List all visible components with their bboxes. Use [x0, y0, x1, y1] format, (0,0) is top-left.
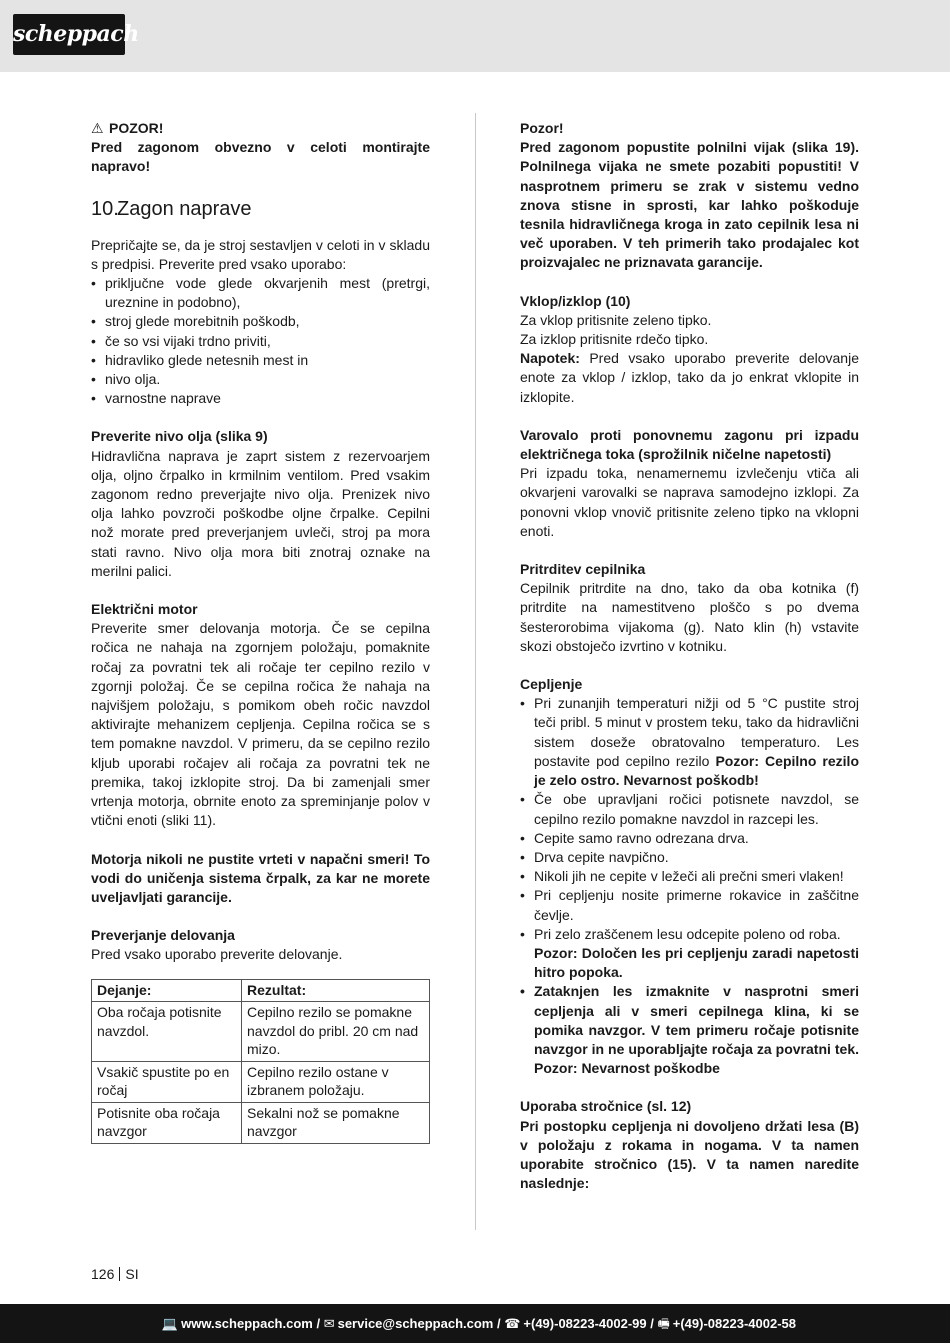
table-row	[92, 1102, 430, 1143]
intro-text: Prepričajte se, da je stroj sestavljen v celoti in v skladu s predpisi. Preverite pred vsako uporabo:	[91, 236, 430, 272]
list-item: • stroj glede morebitnih poškodb,	[91, 312, 430, 331]
table-cell: Cepilno rezilo ostane v izbranem položaju.	[242, 1061, 430, 1102]
warning-icon: ⚠	[91, 120, 104, 136]
list-item: • priključne vode glede okvarjenih mest (pretrgi, ureznine in podobno),	[91, 274, 430, 312]
table-header-row	[92, 979, 430, 1002]
splitting-list	[520, 694, 859, 1078]
left-column	[91, 119, 430, 1144]
list-item: • hidravliko glede netesnih mest in	[91, 351, 430, 370]
oil-text: Hidravlična naprava je zaprt sistem z rezervoarjem olja, oljno črpalko in krmilnim ventilom. Pred vsakim zagonom redno preverjajte nivo olja. Prenizek nivo olja lahko povzroči poškodbe oljne črpalke. Cepilni nož morate pred preverjanjem uvleči, stroj pa mora stati ravno. Nivo olja mora biti znotraj oznake na merilni palici.	[91, 447, 430, 579]
page-footer: 💻 www.scheppach.com / ✉ service@scheppach.com / ☎ +(49)-08223-4002-99 / 🖷 +(49)-08223-4002-58	[0, 1304, 950, 1343]
brand-logo: scheppach	[13, 14, 125, 55]
section-heading	[91, 196, 430, 222]
switch-heading: Vklop/izklop (10)	[520, 292, 631, 309]
table-row	[92, 1002, 430, 1062]
table-row	[92, 1061, 430, 1102]
computer-icon: 💻	[161, 1316, 179, 1331]
footer-email[interactable]: service@scheppach.com	[337, 1316, 494, 1331]
page-number: 126 SI	[91, 1266, 139, 1282]
function-check-heading: Preverjanje delovanja	[91, 927, 235, 944]
motor-heading: Električni motor	[91, 601, 198, 618]
list-item: • Nikoli jih ne cepite v ležeči ali prečni smeri vlaken!	[520, 867, 859, 886]
restart-heading: Varovalo proti ponovnemu zagonu pri izpadu električnega toka (sprožilnik ničelne napetosti)	[520, 426, 859, 463]
right-column	[520, 119, 859, 1193]
caution-heading: Pozor!	[520, 120, 564, 136]
restart-text: Pri izpadu toka, nenamernemu izvlečenju vtiča ali okvarjeni varovalki se naprava samodejno izklopi. Za ponovni vklop vnovič pritisnite zeleno tipko na vklopni enoti.	[520, 465, 859, 539]
section-number: 10.	[91, 197, 119, 220]
table-cell: Sekalni nož se pomakne navzgor	[242, 1102, 430, 1143]
list-item: • Cepite samo ravno odrezana drva.	[520, 829, 859, 848]
column-divider	[475, 113, 476, 1230]
page-header	[0, 0, 950, 72]
list-item: • Zataknjen les izmaknite v nasprotni smeri cepljenja ali v smeri cepilnega klina, ki se pomika navzgor. V tem primeru ročaje potisnite navzgor in ne uporabljajte ročaja za povratni tek. Pozor: Nevarnost poškodbe	[520, 982, 859, 1078]
list-item: • varnostne naprave	[91, 389, 430, 408]
table-cell: Vsakič spustite po en ročaj	[92, 1061, 242, 1102]
table-header: Dejanje:	[92, 979, 242, 1002]
guide-heading: Uporaba stročnice (sl. 12)	[520, 1098, 692, 1115]
footer-fax: +(49)-08223-4002-58	[672, 1316, 796, 1331]
phone-icon: ☎	[504, 1316, 521, 1331]
mount-heading: Pritrditev cepilnika	[520, 561, 646, 578]
warning-heading: ⚠ POZOR!	[91, 119, 430, 138]
mount-text: Cepilnik pritrdite na dno, tako da oba kotnika (f) pritrdite na namestitveno ploščo s po dvema šesterorobima vijakoma (g). Nato klin (h) vstavite skozi obstoječo izvrtino v kotniku.	[520, 580, 859, 654]
list-item: • Pri cepljenju nosite primerne rokavice in zaščitne čevlje.	[520, 886, 859, 924]
table-cell: Potisnite oba ročaja navzgor	[92, 1102, 242, 1143]
mail-icon: ✉	[323, 1316, 335, 1331]
switch-note: Napotek: Pred vsako uporabo preverite delovanje enote za vklop / izklop, tako da jo enkrat vklopite in izklopite.	[520, 350, 859, 405]
list-item: • Pri zunanjih temperaturi nižji od 5 °C pustite stroj teči pribl. 5 minut v prostem teku, tako da hidravlični sistem doseže obratovalno temperaturo. Les postavite pod cepilno rezilo Pozor: Cepilno rezilo je zelo ostro. Nevarnost poškodb!	[520, 694, 859, 790]
function-table	[91, 979, 430, 1144]
list-item: • nivo olja.	[91, 370, 430, 389]
guide-text: Pri postopku cepljenja ni dovoljeno držati lesa (B) v položaju z rokama in nogama. V ta namen uporabite stročnico (15). V ta namen naredite naslednje:	[520, 1117, 859, 1192]
footer-phone: +(49)-08223-4002-99	[523, 1316, 647, 1331]
table-cell: Cepilno rezilo se pomakne navzdol do pribl. 20 cm nad mizo.	[242, 1002, 430, 1062]
section-title: Zagon naprave	[117, 197, 252, 220]
list-item: • Drva cepite navpično.	[520, 848, 859, 867]
oil-heading: Preverite nivo olja (slika 9)	[91, 428, 268, 445]
list-item: • če so vsi vijaki trdno priviti,	[91, 332, 430, 351]
switch-off-text: Za izklop pritisnite rdečo tipko.	[520, 331, 709, 348]
list-item: • Pri zelo zraščenem lesu odcepite poleno od roba. Pozor: Določen les pri cepljenju zaradi napetosti hitro popoka.	[520, 925, 859, 983]
list-item: • Če obe upravljani ročici potisnete navzdol, se cepilno rezilo pomakne navzdol in razcepi les.	[520, 790, 859, 828]
table-header: Rezultat:	[242, 979, 430, 1002]
function-check-text: Pred vsako uporabo preverite delovanje.	[91, 946, 343, 963]
switch-on-text: Za vklop pritisnite zeleno tipko.	[520, 311, 712, 328]
motor-warning: Motorja nikoli ne pustite vrteti v napačni smeri! To vodi do uničenja sistema črpalk, za kar ne morete uveljavljati garancije.	[91, 850, 430, 905]
check-list	[91, 274, 430, 408]
fax-icon: 🖷	[657, 1316, 670, 1331]
splitting-heading: Cepljenje	[520, 676, 583, 693]
table-cell: Oba ročaja potisnite navzdol.	[92, 1002, 242, 1062]
motor-text: Preverite smer delovanja motorja. Če se cepilna ročica ne nahaja na zgornjem položaju, pomaknite ročaj za povratni tek ali ročaje ter cepilno rezilo v zgornji položaj. Če se cepilna ročica že nahaja na najvišjem položaju, s pomikom obeh ročic navzdol aktivirajte mehanizem cepljenja. Cepilna ročica se s tem pomakne navzdol. V primeru, da se cepilno rezilo kljub uporabi ročajev ali ročaja za povratni tek ne premika, takoj izklopite stroj. Da bi zamenjali smer vrtenja motorja, obrnite enoto za spreminjanje polov v vtični enoti (sliki 11).	[91, 620, 430, 829]
warning-text: Pred zagonom obvezno v celoti montirajte napravo!	[91, 139, 430, 175]
footer-website[interactable]: www.scheppach.com	[181, 1316, 313, 1331]
caution-text: Pred zagonom popustite polnilni vijak (slika 19). Polnilnega vijaka ne smete pozabiti popustiti! V nasprotnem primeru se zrak v sistemu vedno znova stisne in sprosti, kar lahko poškoduje tesnila hidravličnega kroga in zato cepilnik lesa ni več uporaben. V teh primerih tako prodajalec kot proizvajalec ne priznavata garancije.	[520, 139, 859, 271]
